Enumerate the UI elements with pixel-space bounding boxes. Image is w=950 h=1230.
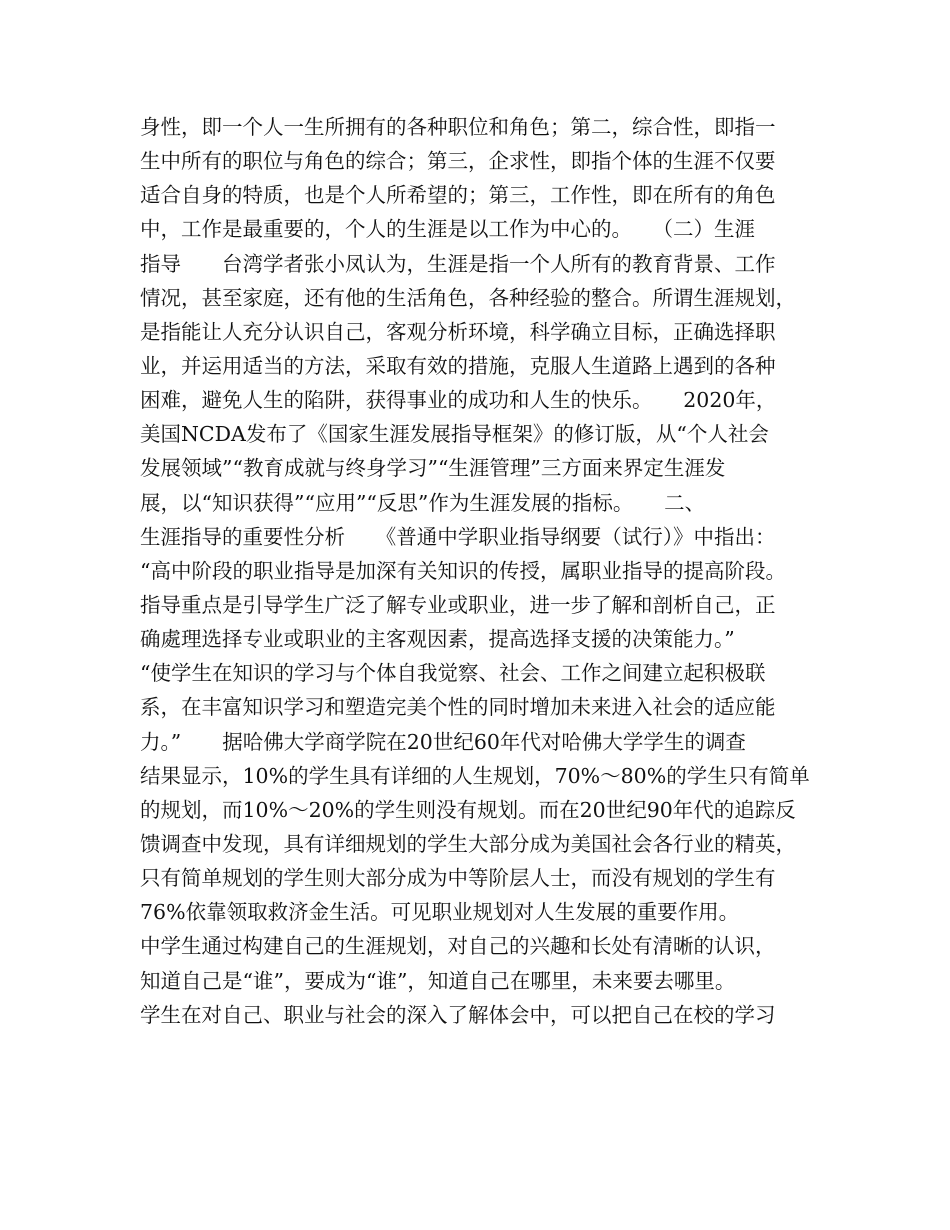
text-line: 困难，避免人生的陷阱，获得事业的成功和人生的快乐。 2020年， [140,388,777,413]
text-line: 发展领域”“教育成就与终身学习”“生涯管理”三方面来界定生涯发 [140,456,726,481]
text-line: 生中所有的职位与角色的综合；第三，企求性，即指个体的生涯不仅要 [140,149,776,174]
text-line: 情况，甚至家庭，还有他的生活角色，各种经验的整合。所谓生涯规划， [140,285,796,310]
text-line: 是指能让人充分认识自己，客观分析环境，科学确立目标，正确选择职 [140,319,776,344]
text-line: 确處理选择专业或职业的主客观因素，提高选择支援的决策能力。” [140,627,735,652]
text-line: 学生在对自己、职业与社会的深入了解体会中，可以把自己在校的学习 [140,1002,776,1027]
text-line: 力。” 据哈佛大学商学院在20世纪60年代对哈佛大学学生的调查 [140,729,746,754]
text-line: 中学生通过构建自己的生涯规划，对自己的兴趣和长处有清晰的认识， [140,934,776,959]
text-line: 只有简单规划的学生则大部分成为中等阶层人士，而没有规划的学生有 [140,866,776,891]
text-line: 美国NCDA发布了《国家生涯发展指导框架》的修订版，从“个人社会 [140,422,769,447]
text-line: 身性，即一个人一生所拥有的各种职位和角色；第二，综合性，即指一 [140,115,776,139]
text-line: 生涯指导的重要性分析 《普通中学职业指导纲要（试行）》中指出： [140,524,776,549]
text-line: 适合自身的特质，也是个人所希望的；第三，工作性，即在所有的角色 [140,183,776,208]
text-line: “高中阶段的职业指导是加深有关知识的传授，属职业指导的提高阶段。 [140,558,786,583]
body-text [140,110,840,1032]
text-line: 馈调查中发现，具有详细规划的学生大部分成为美国社会各行业的精英， [140,831,796,856]
text-line: 的规划，而10%～20%的学生则没有规划。而在20世纪90年代的追踪反 [140,797,796,822]
text-line: 展，以“知识获得”“应用”“反思”作为生涯发展的指标。 二、 [140,490,706,515]
text-line: 系，在丰富知识学习和塑造完美个性的同时增加未来进入社会的适应能 [140,695,776,720]
text-line: 76%依靠领取救济金生活。可见职业规划对人生发展的重要作用。 [140,900,740,925]
text-line: “使学生在知识的学习与个体自我觉察、社会、工作之间建立起积极联 [140,661,766,686]
text-line: 知道自己是“谁”，要成为“谁”，知道自己在哪里，未来要去哪里。 [140,968,736,993]
text-line: 结果显示，10%的学生具有详细的人生规划，70%～80%的学生只有简单 [140,763,810,788]
text-line: 指导重点是引导学生广泛了解专业或职业，进一步了解和剖析自己，正 [140,592,776,617]
text-line: 中，工作是最重要的，个人的生涯是以工作为中心的。 （二）生涯 [140,217,755,242]
text-line: 指导 台湾学者张小凤认为，生涯是指一个人所有的教育背景、工作 [140,251,776,276]
text-line: 业，并运用适当的方法，采取有效的措施，克服人生道路上遇到的各种 [140,353,776,378]
